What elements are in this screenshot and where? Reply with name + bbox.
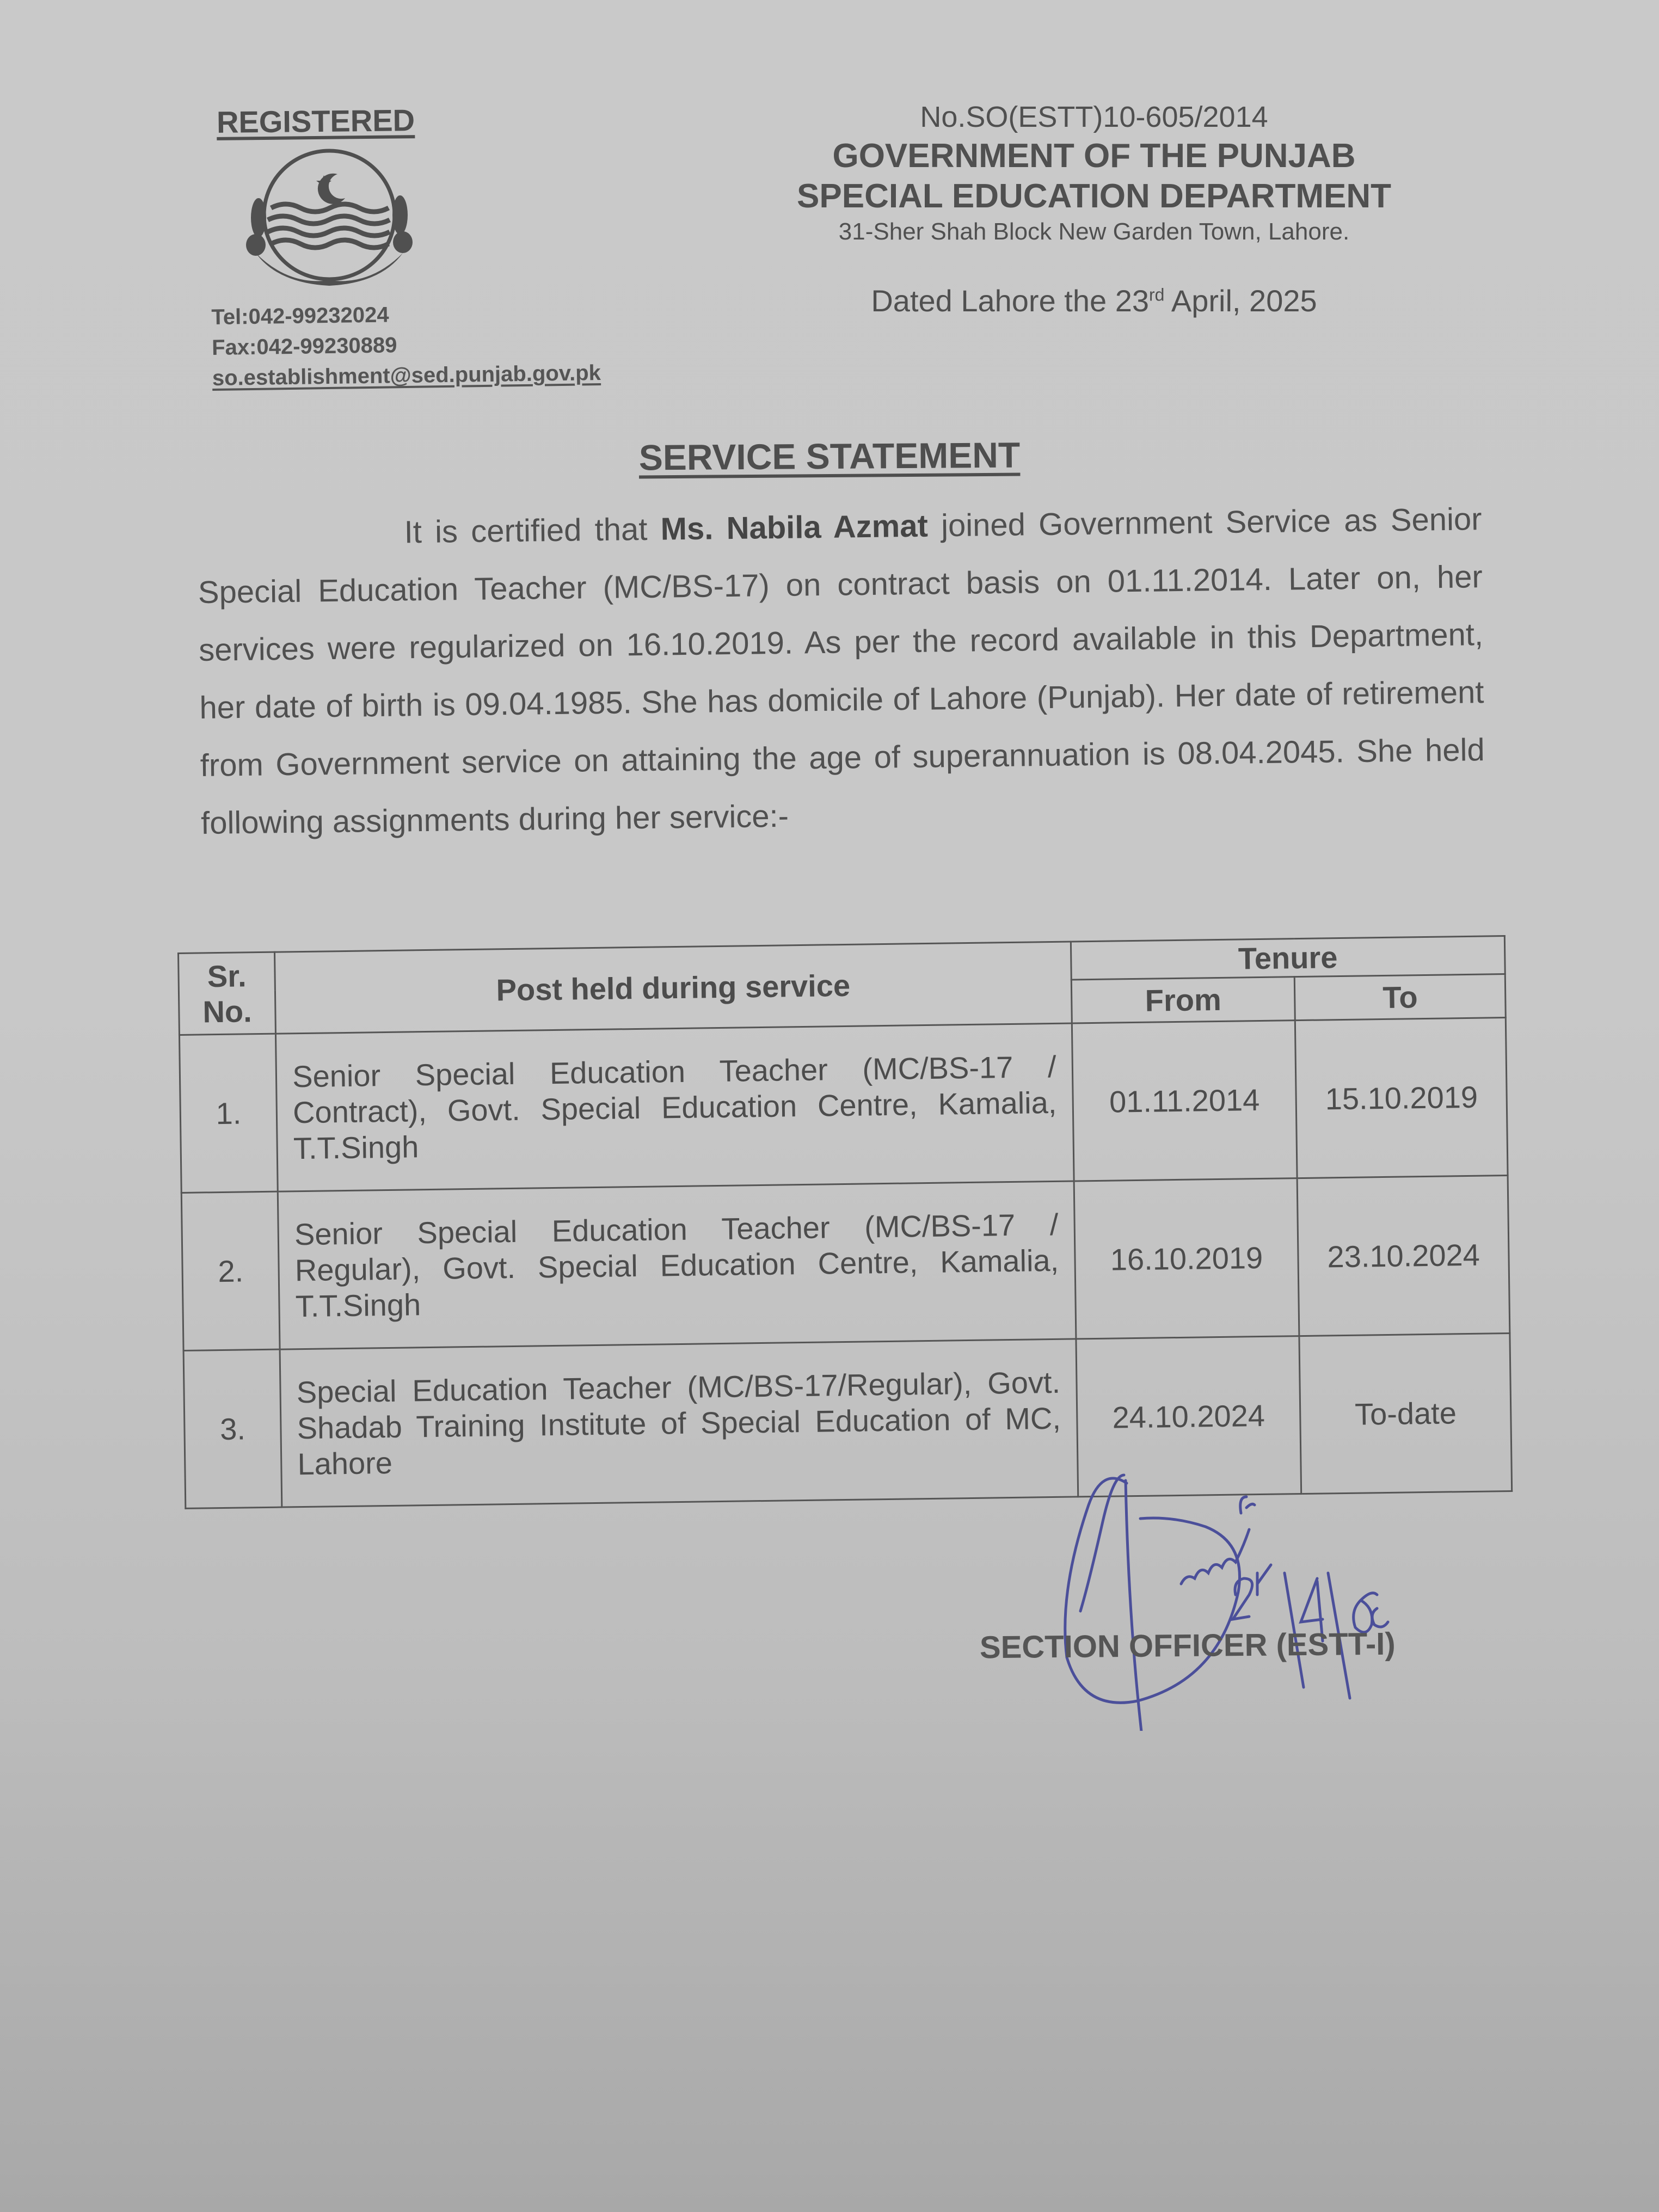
cell-to: 23.10.2024	[1297, 1176, 1509, 1336]
punjab-emblem-icon	[234, 147, 425, 288]
cell-sr: 1.	[179, 1034, 278, 1193]
header-to: To	[1295, 974, 1506, 1021]
department-address: 31-Sher Shah Block New Garden Town, Lahore.	[838, 218, 1350, 245]
certification-paragraph	[197, 490, 1486, 852]
cell-post: Special Education Teacher (MC/BS-17/Regular), Govt. Shadab Training Institute of Special Education of MC, Lahore	[280, 1339, 1078, 1507]
table-row	[181, 1176, 1510, 1351]
cell-from: 01.11.2014	[1072, 1021, 1298, 1181]
header-sr-no: Sr. No.	[179, 952, 276, 1035]
cell-to: To-date	[1299, 1334, 1511, 1494]
header-tenure: Tenure	[1071, 936, 1505, 980]
cell-from: 16.10.2019	[1074, 1178, 1300, 1339]
letterhead	[751, 98, 1437, 247]
header-from: From	[1071, 977, 1295, 1023]
fax-number: Fax:042-99230889	[211, 333, 397, 360]
document-date	[751, 283, 1437, 318]
handwritten-signature-icon	[980, 1459, 1551, 1731]
registered-label: REGISTERED	[216, 103, 415, 139]
paragraph-text-2: joined Government Service as Senior Special Education Teacher (MC/BS-17) on contract basis on 01.11.2014. Later on, her services were regularized on 16.10.2019. As per the record available in this Department, her date of birth is 09.04.1985. She has domicile of Lahore (Punjab). Her date of retirement from Government service on attaining the age of superannuation is 08.04.2045. She held following assignments during her service:-	[198, 501, 1485, 841]
officer-designation: SECTION OFFICER (ESTT-I)	[979, 1626, 1396, 1666]
date-ordinal: rd	[1148, 285, 1165, 305]
date-prefix: Dated Lahore the 23	[871, 284, 1149, 318]
cell-post: Senior Special Education Teacher (MC/BS-17 / Regular), Govt. Special Education Centre, Kamalia, T.T.Singh	[278, 1181, 1076, 1349]
employee-name: Ms. Nabila Azmat	[660, 508, 929, 547]
cell-post: Senior Special Education Teacher (MC/BS-17 / Contract), Govt. Special Education Centre, Kamalia, T.T.Singh	[276, 1023, 1074, 1191]
cell-to: 15.10.2019	[1295, 1018, 1508, 1178]
telephone-number: Tel:042-99232024	[211, 303, 389, 329]
date-suffix: April, 2025	[1164, 284, 1317, 318]
paragraph-text-1: It is certified that	[404, 511, 661, 550]
header-post: Post held during service	[275, 942, 1072, 1034]
department-name: SPECIAL EDUCATION DEPARTMENT	[797, 177, 1391, 215]
email-link[interactable]: so.establishment@sed.punjab.gov.pk	[212, 361, 601, 390]
government-name: GOVERNMENT OF THE PUNJAB	[832, 137, 1356, 175]
table-row	[179, 1018, 1508, 1193]
service-table	[177, 935, 1513, 1509]
document-title: SERVICE STATEMENT	[638, 434, 1021, 478]
cell-sr: 3.	[183, 1349, 282, 1508]
reference-number: No.SO(ESTT)10-605/2014	[920, 101, 1268, 133]
contact-block	[211, 297, 601, 394]
cell-sr: 2.	[181, 1191, 280, 1350]
cell-from: 24.10.2024	[1076, 1336, 1302, 1497]
